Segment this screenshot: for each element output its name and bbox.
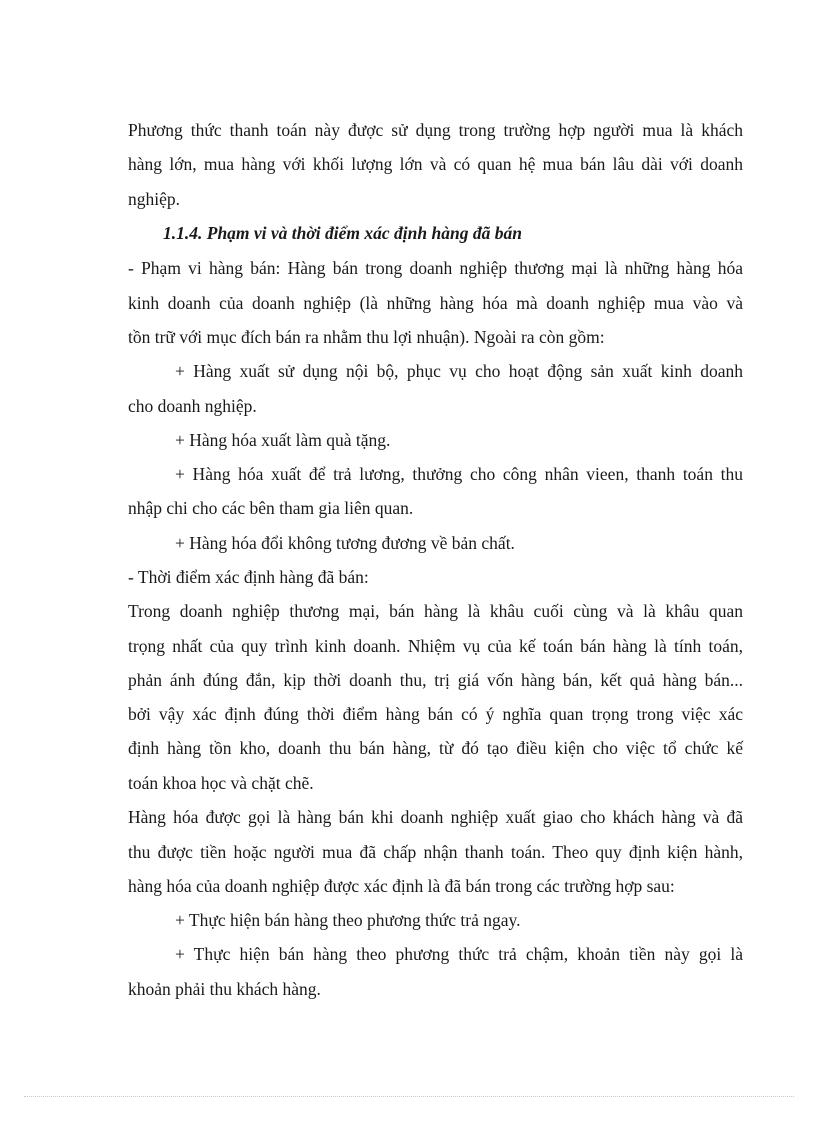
bullet-line: + Hàng hóa đổi không tương đương về bản chất. <box>175 533 515 553</box>
paragraph-line: phản ánh đúng đắn, kịp thời doanh thu, trị giá vốn hàng bán, kết quả hàng bán... <box>128 670 743 690</box>
bullet-line: + Thực hiện bán hàng theo phương thức trả ngay. <box>175 910 521 930</box>
paragraph-line: toán khoa học và chặt chẽ. <box>128 773 314 793</box>
paragraph-line: - Thời điểm xác định hàng đã bán: <box>128 567 369 587</box>
paragraph-line: Hàng hóa được gọi là hàng bán khi doanh nghiệp xuất giao cho khách hàng và đã <box>128 807 743 827</box>
bullet-line: + Hàng xuất sử dụng nội bộ, phục vụ cho hoạt động sản xuất kinh doanh <box>175 361 743 381</box>
paragraph-line: trọng nhất của quy trình kinh doanh. Nhiệm vụ của kế toán bán hàng là tính toán, <box>128 636 743 656</box>
paragraph-line: - Phạm vi hàng bán: Hàng bán trong doanh nghiệp thương mại là những hàng hóa <box>128 258 743 278</box>
page-bottom-divider <box>24 1096 794 1097</box>
paragraph-line: khoản phải thu khách hàng. <box>128 979 321 999</box>
paragraph-line: Phương thức thanh toán này được sử dụng trong trường hợp người mua là khách <box>128 120 743 140</box>
paragraph-line: hàng lớn, mua hàng với khối lượng lớn và có quan hệ mua bán lâu dài với doanh <box>128 154 743 174</box>
paragraph-line: nhập chi cho các bên tham gia liên quan. <box>128 498 414 518</box>
bullet-line: + Thực hiện bán hàng theo phương thức trả chậm, khoản tiền này gọi là <box>175 944 743 964</box>
paragraph-line: thu được tiền hoặc người mua đã chấp nhận thanh toán. Theo quy định kiện hành, <box>128 842 743 862</box>
paragraph-line: bởi vậy xác định đúng thời điểm hàng bán có ý nghĩa quan trọng trong việc xác <box>128 704 743 724</box>
paragraph-line: Trong doanh nghiệp thương mại, bán hàng là khâu cuối cùng và là khâu quan <box>128 601 743 621</box>
bullet-line: + Hàng hóa xuất làm quà tặng. <box>175 430 391 450</box>
section-heading: 1.1.4. Phạm vi và thời điểm xác định hàng đã bán <box>163 223 522 243</box>
bullet-line: + Hàng hóa xuất để trả lương, thưởng cho công nhân vieen, thanh toán thu <box>175 464 743 484</box>
paragraph-line: tồn trữ với mục đích bán ra nhằm thu lợi nhuận). Ngoài ra còn gồm: <box>128 327 605 347</box>
paragraph-line: hàng hóa của doanh nghiệp được xác định là đã bán trong các trường hợp sau: <box>128 876 675 896</box>
paragraph-line: cho doanh nghiệp. <box>128 396 257 416</box>
paragraph-line: nghiệp. <box>128 189 181 209</box>
paragraph-line: kinh doanh của doanh nghiệp (là những hàng hóa mà doanh nghiệp mua vào và <box>128 293 743 313</box>
paragraph-line: định hàng tồn kho, doanh thu bán hàng, từ đó tạo điều kiện cho việc tổ chức kế <box>128 738 743 758</box>
